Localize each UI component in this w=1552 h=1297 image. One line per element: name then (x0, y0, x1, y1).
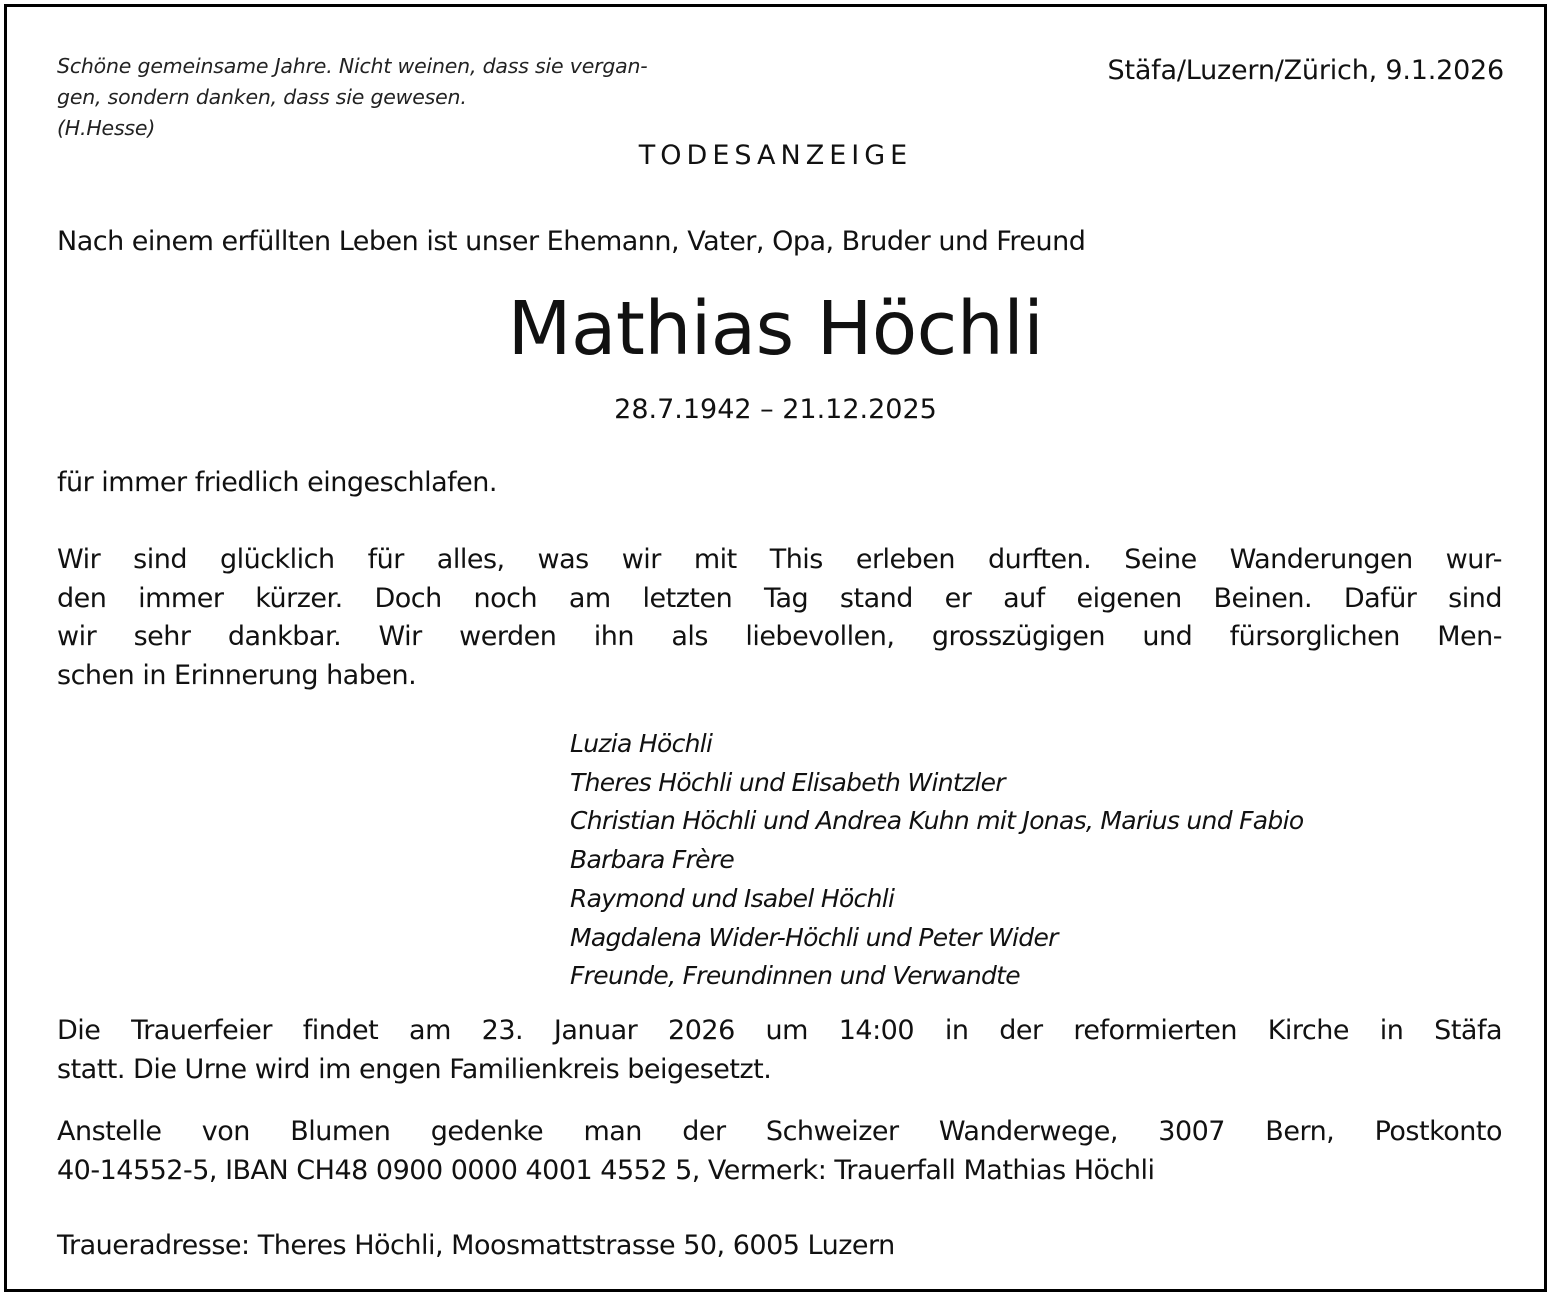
mourner-name: Barbara Frère (570, 845, 735, 875)
address-line: Traueradresse: Theres Höchli, Moosmattstrasse 50, 6005 Luzern (57, 1230, 895, 1261)
tribute-paragraph (57, 541, 1502, 695)
life-dates: 28.7.1942 – 21.12.2025 (614, 394, 937, 425)
service-line: Die Trauerfeier findet am 23. Januar 2026 um 14:00 in der reformierten Kirche in Stäfa (57, 1015, 1502, 1046)
donation-info (57, 1113, 1502, 1190)
place-date: Stäfa/Luzern/Zürich, 9.1.2026 (1107, 55, 1504, 86)
mourner-name: Freunde, Freundinnen und Verwandte (570, 961, 1020, 991)
donation-line: Anstelle von Blumen gedenke man der Schweizer Wanderwege, 3007 Bern, Postkonto (57, 1116, 1502, 1147)
tribute-line: wir sehr dankbar. Wir werden ihn als liebevollen, grosszügigen und fürsorglichen Men- (57, 621, 1502, 652)
deceased-name: Mathias Höchli (507, 286, 1044, 372)
mourners-list (570, 725, 1303, 996)
mourner-name: Christian Höchli und Andrea Kuhn mit Jonas, Marius und Fabio (570, 806, 1304, 836)
mourner-name: Luzia Höchli (570, 729, 713, 758)
tribute-line: Wir sind glücklich für alles, was wir mit This erleben durften. Seine Wanderungen wur- (57, 544, 1502, 575)
tribute-line: schen in Erinnerung haben. (57, 659, 417, 691)
notice-heading: TODESANZEIGE (638, 140, 913, 171)
mourner-name: Magdalena Wider-Höchli und Peter Wider (570, 922, 1058, 952)
motto-quote (57, 51, 648, 144)
obituary-frame (4, 4, 1547, 1292)
funeral-service-info (57, 1012, 1502, 1089)
after-name-text: für immer friedlich eingeschlafen. (57, 467, 497, 498)
motto-line: gen, sondern danken, dass sie gewesen. (57, 85, 467, 109)
tribute-line: den immer kürzer. Doch noch am letzten Tag stand er auf eigenen Beinen. Dafür sind (57, 582, 1502, 614)
donation-line: 40-14552-5, IBAN CH48 0900 0000 4001 4552 5, Vermerk: Trauerfall Mathias Höchli (57, 1154, 1155, 1186)
service-line: statt. Die Urne wird im engen Familienkreis beigesetzt. (57, 1053, 772, 1085)
motto-line: Schöne gemeinsame Jahre. Nicht weinen, dass sie vergan- (57, 54, 648, 78)
mourning-address (57, 1227, 1502, 1266)
intro-text: Nach einem erfüllten Leben ist unser Ehemann, Vater, Opa, Bruder und Freund (57, 226, 1086, 257)
mourner-name: Theres Höchli und Elisabeth Wintzler (570, 767, 1005, 797)
motto-attribution: (H.Hesse) (57, 116, 156, 140)
mourner-name: Raymond und Isabel Höchli (570, 883, 895, 913)
